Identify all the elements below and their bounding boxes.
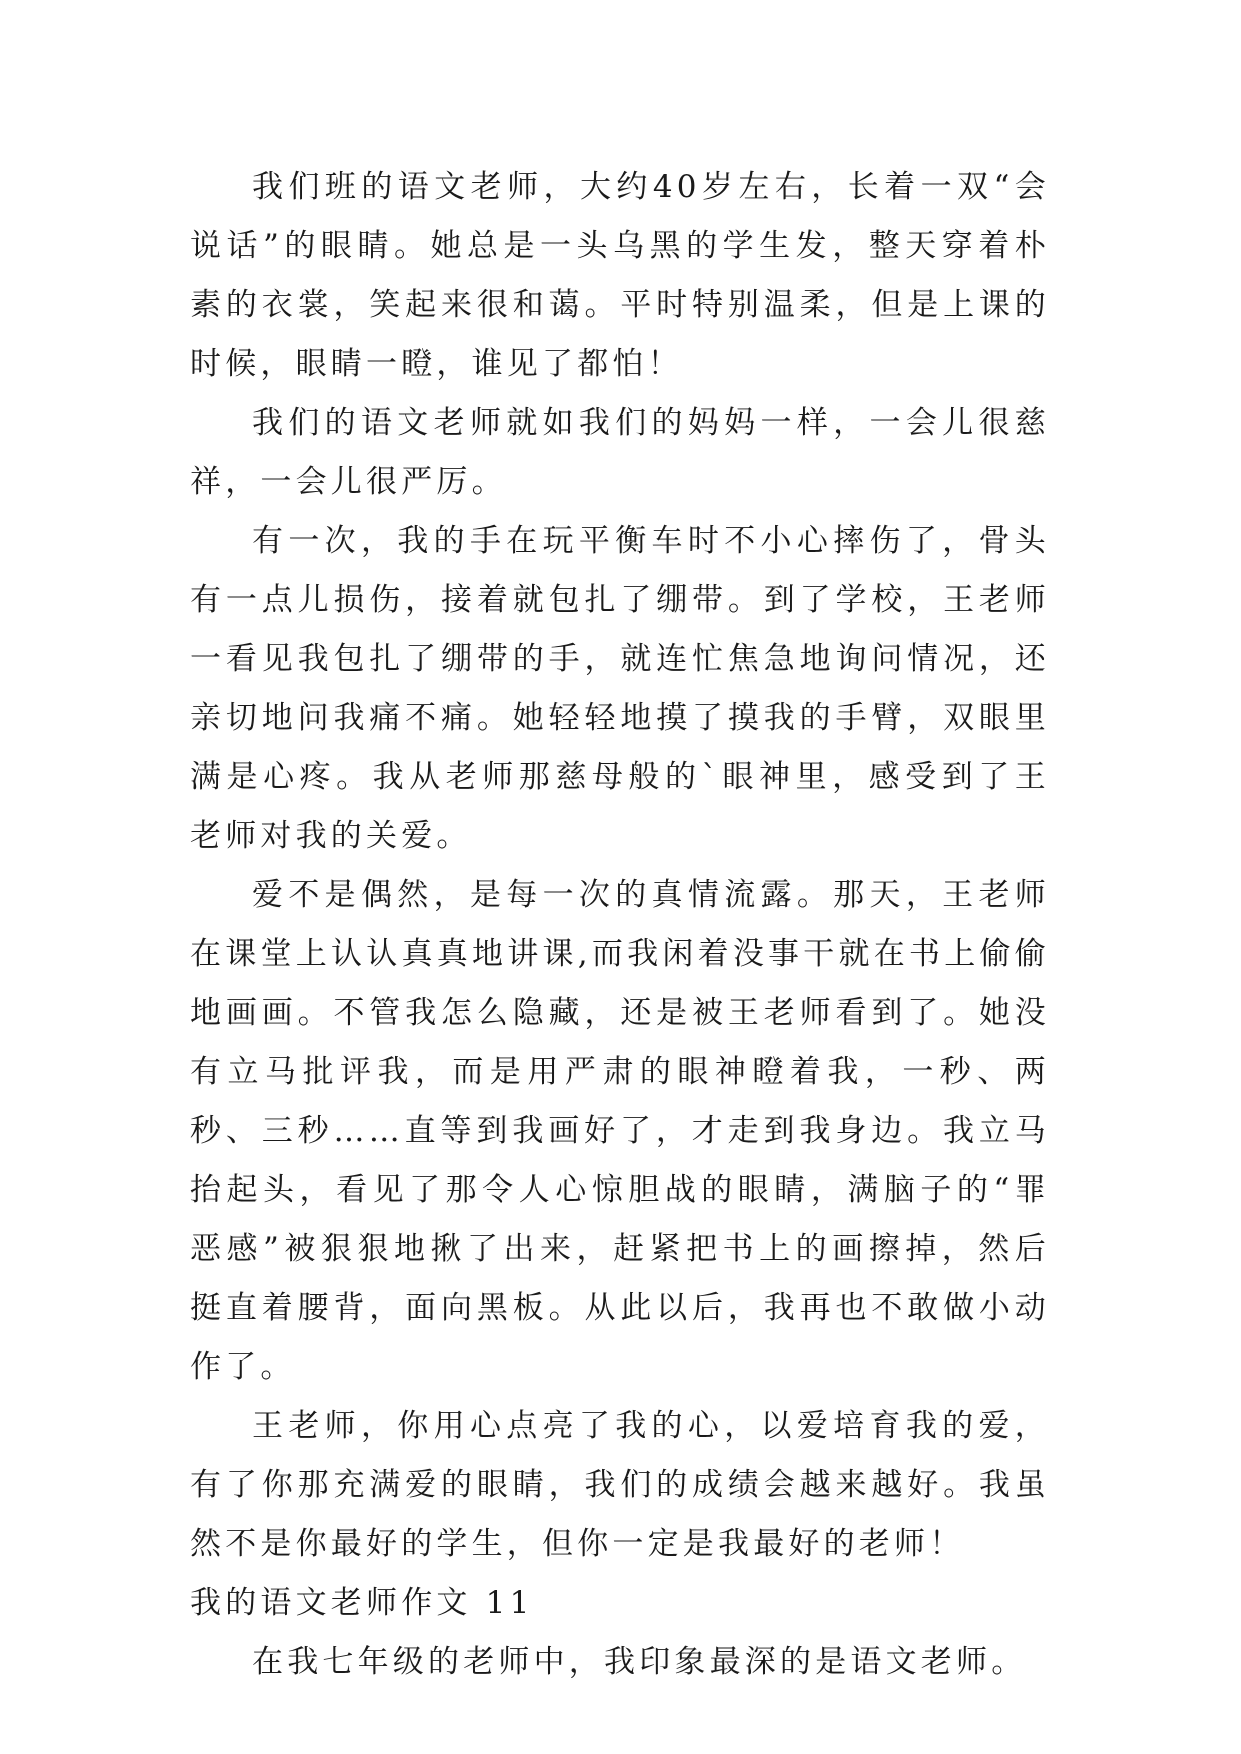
- paragraph-teacher-like-mother: 我们的语文老师就如我们的妈妈一样，一会儿很慈祥，一会儿很严厉。: [190, 405, 1050, 500]
- section-title: 我的语文老师作文 11: [190, 1585, 534, 1621]
- document-body: [190, 158, 1050, 1692]
- paragraph-drawing-story: 爱不是偶然，是每一次的真情流露。那天，王老师在课堂上认认真真地讲课,而我闲着没事干就在书上偷偷地画画。不管我怎么隐藏，还是被王老师看到了。她没有立马批评我，而是用严肃的眼神瞪着我，一秒、两秒、三秒……直等到我画好了，才走到我身边。我立马抬起头，看见了那令人心惊胆战的眼睛，满脑子的“罪恶感”被狠狠地揪了出来，赶紧把书上的画擦掉，然后挺直着腰背，面向黑板。从此以后，我再也不敢做小动作了。: [190, 877, 1050, 1385]
- paragraph-thanks: 王老师，你用心点亮了我的心，以爱培育我的爱，有了你那充满爱的眼睛，我们的成绩会越来越好。我虽然不是你最好的学生，但你一定是我最好的老师！: [190, 1408, 1050, 1562]
- paragraph-injury-story: 有一次，我的手在玩平衡车时不小心摔伤了，骨头有一点儿损伤，接着就包扎了绷带。到了学校，王老师一看见我包扎了绷带的手，就连忙焦急地询问情况，还亲切地问我痛不痛。她轻轻地摸了摸我的手臂，双眼里满是心疼。我从老师那慈母般的`眼神里，感受到了王老师对我的关爱。: [190, 523, 1050, 854]
- section-first-paragraph: 在我七年级的老师中，我印象最深的是语文老师。: [252, 1644, 1027, 1680]
- paragraph-teacher-description: 我们班的语文老师，大约40岁左右，长着一双“会说话”的眼睛。她总是一头乌黑的学生发，整天穿着朴素的衣裳，笑起来很和蔼。平时特别温柔，但是上课的时候，眼睛一瞪，谁见了都怕！: [190, 169, 1050, 382]
